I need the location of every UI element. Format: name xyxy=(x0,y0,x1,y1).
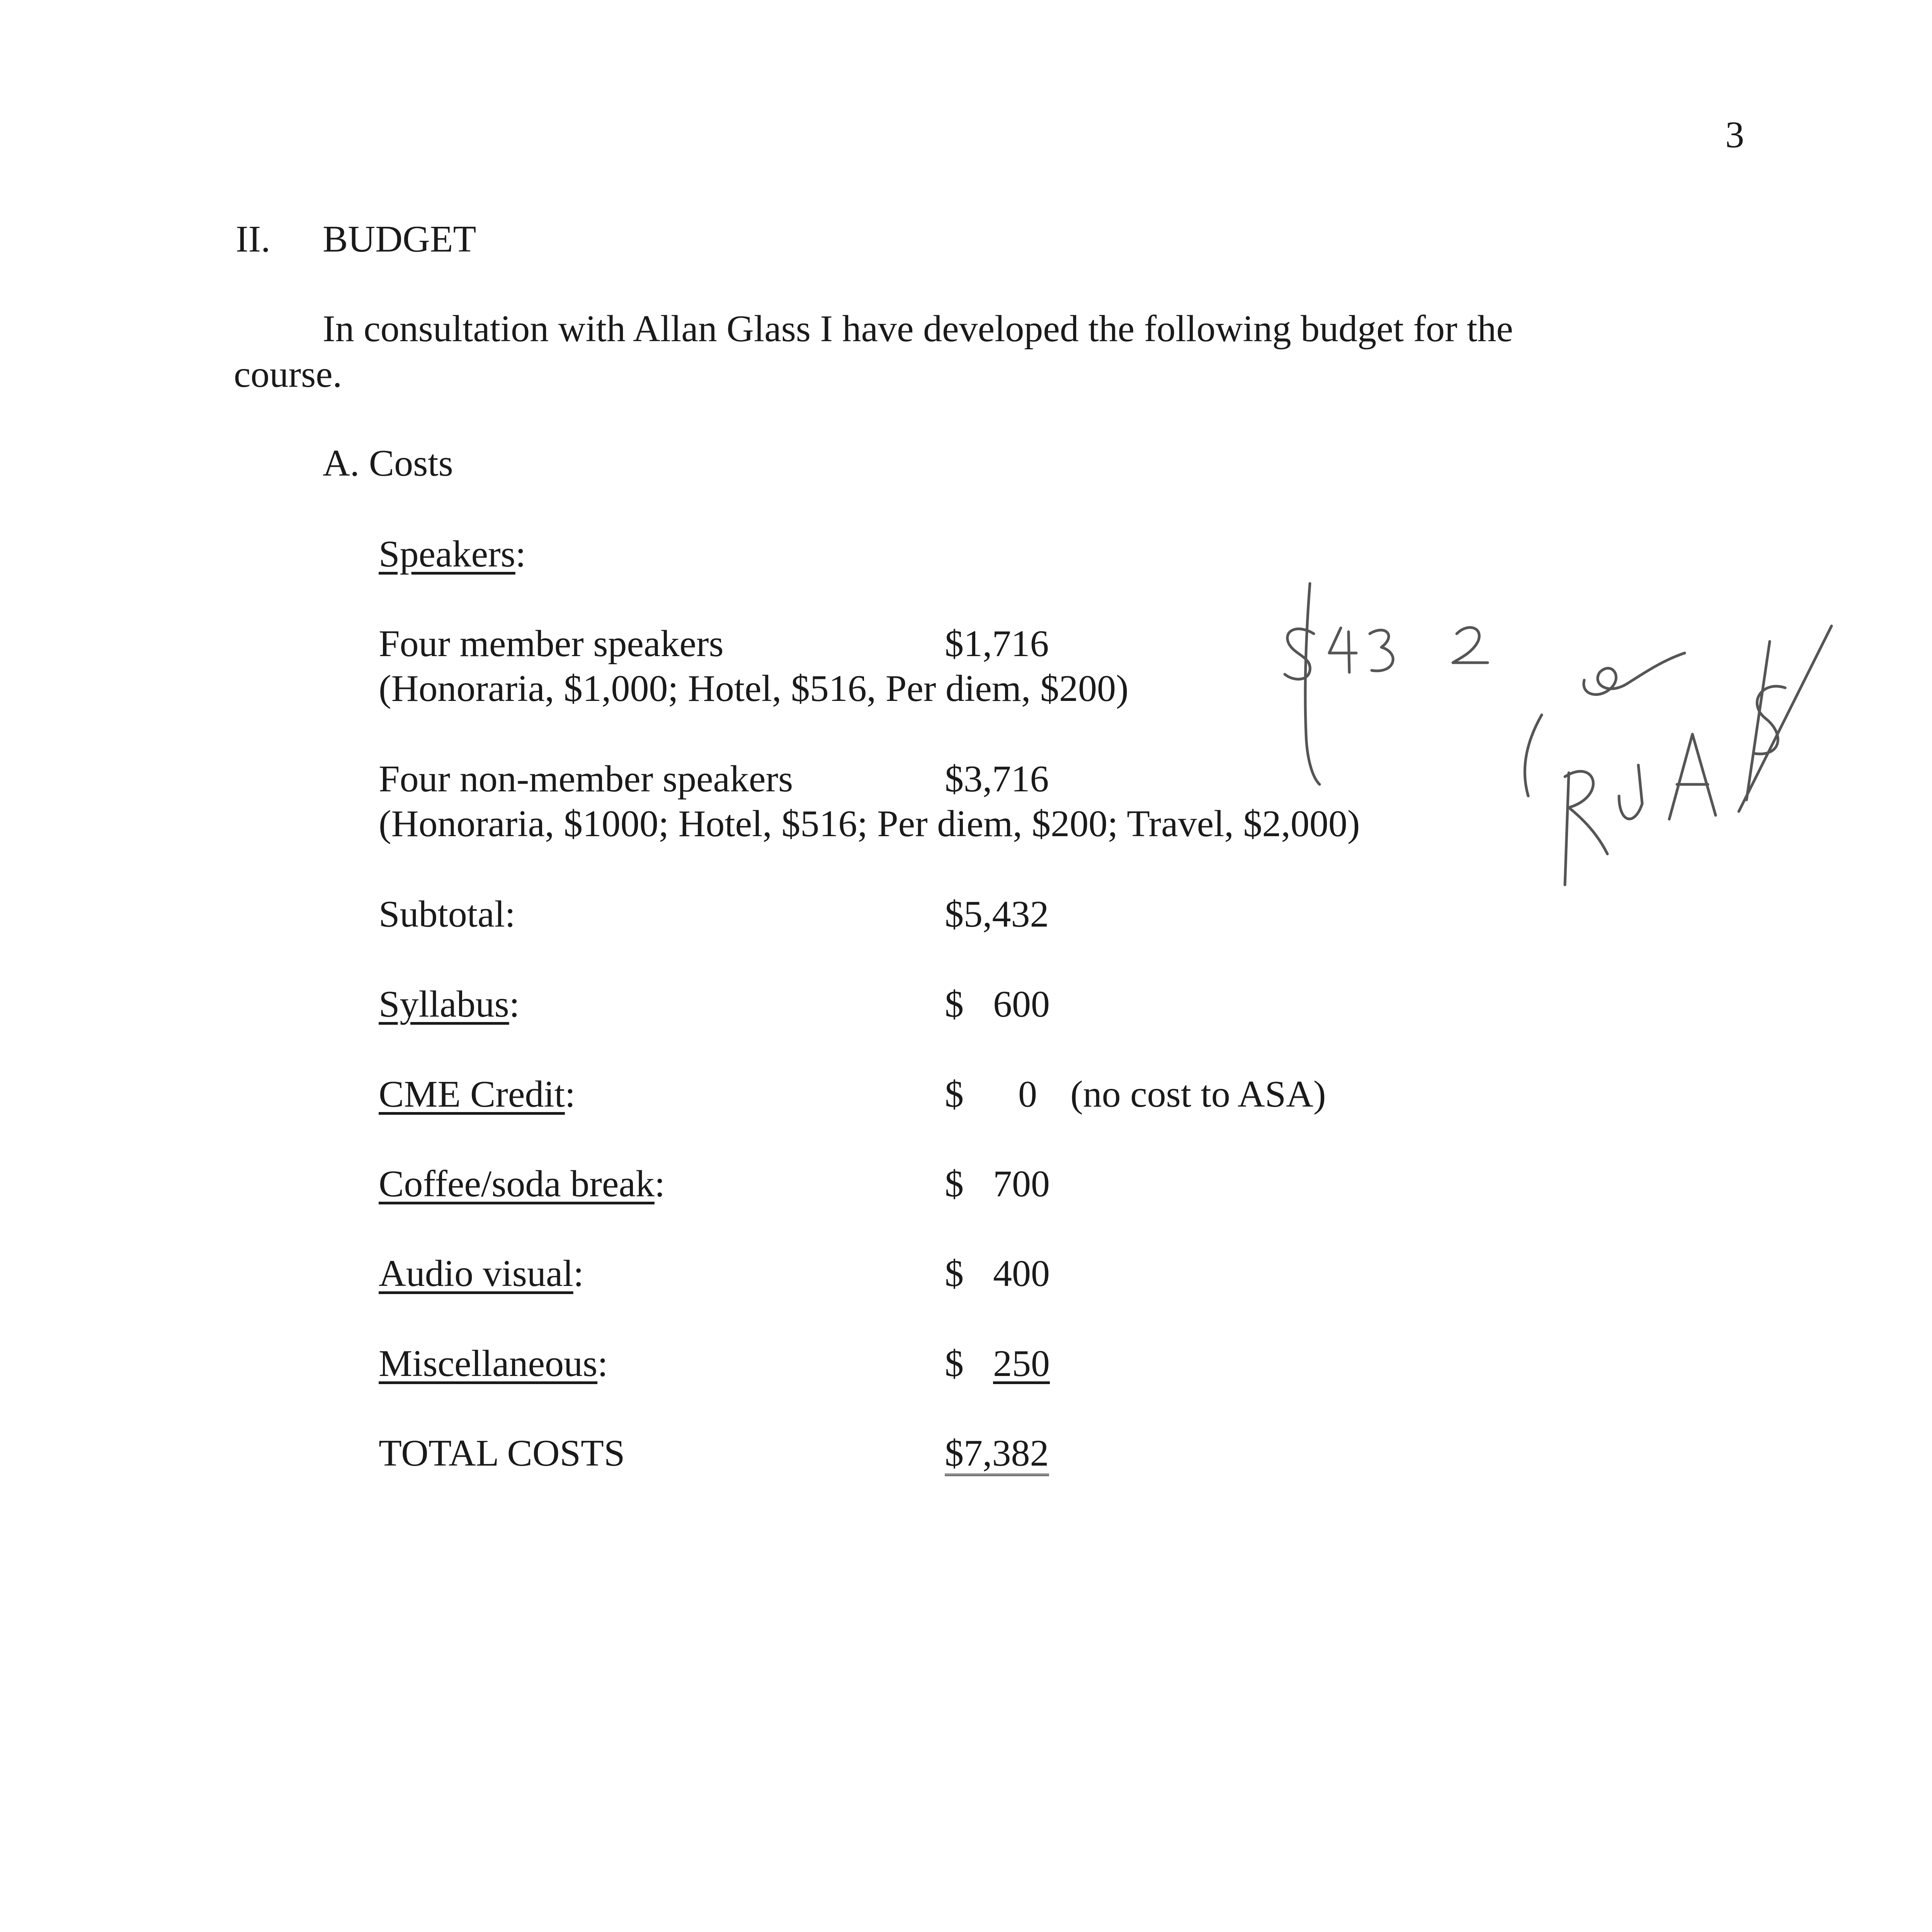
handwritten-margin-note xyxy=(1525,626,1832,885)
handwritten-digit-4 xyxy=(1329,628,1356,672)
label-colon: : xyxy=(565,1073,576,1115)
miscellaneous-dollar: $ xyxy=(945,1343,964,1384)
handwritten-figure-432 xyxy=(1285,583,1488,784)
handwritten-bracket-stroke xyxy=(1305,583,1320,784)
nonmember-speakers-detail: (Honoraria, $1000; Hotel, $516; Per diem, $200; Travel, $2,000) xyxy=(379,803,1360,845)
audio-visual-label-text: Audio visual xyxy=(379,1253,573,1294)
miscellaneous-label-text: Miscellaneous xyxy=(379,1343,598,1384)
cme-credit-value: 0 xyxy=(1018,1073,1037,1115)
page-number: 3 xyxy=(1725,114,1744,156)
handwritten-stroke-a xyxy=(1525,715,1542,796)
speakers-heading-label: Speakers xyxy=(379,533,515,575)
cme-credit-dollar: $ xyxy=(945,1073,964,1115)
syllabus-value: 600 xyxy=(993,983,1050,1025)
audio-visual-value: 400 xyxy=(993,1253,1050,1294)
syllabus-label-text: Syllabus xyxy=(379,983,509,1025)
member-speakers-detail: (Honoraria, $1,000; Hotel, $516, Per diem, $200) xyxy=(379,668,1129,709)
handwritten-stroke-dollar xyxy=(1747,641,1785,800)
speakers-heading-colon: : xyxy=(515,533,526,575)
handwritten-digit-2 xyxy=(1453,628,1488,663)
intro-line-1: In consultation with Allan Glass I have developed the following budget for the xyxy=(323,308,1513,350)
audio-visual-dollar: $ xyxy=(945,1253,964,1294)
handwritten-stroke-u xyxy=(1619,765,1642,819)
cme-credit-label-text: CME Credit xyxy=(379,1073,565,1115)
section-numeral: II. xyxy=(236,218,270,260)
label-colon: : xyxy=(573,1253,584,1294)
member-speakers-label: Four member speakers xyxy=(379,623,724,665)
coffee-break-label-text: Coffee/soda break xyxy=(379,1163,655,1205)
coffee-break-dollar: $ xyxy=(945,1163,964,1205)
nonmember-speakers-amount: $3,716 xyxy=(945,758,1049,800)
handwritten-digit-3 xyxy=(1370,630,1393,671)
total-costs-label: TOTAL COSTS xyxy=(379,1432,625,1474)
handwritten-stroke-r xyxy=(1565,771,1607,885)
subtotal-label: Subtotal: xyxy=(379,893,515,935)
subtotal-amount: $5,432 xyxy=(945,893,1049,935)
label-colon: : xyxy=(509,983,520,1025)
label-colon: : xyxy=(654,1163,665,1205)
total-costs-amount: $7,382 xyxy=(945,1434,1049,1476)
handwritten-slash xyxy=(1739,626,1832,811)
subsection-heading: A. Costs xyxy=(323,442,453,484)
cme-credit-note: (no cost to ASA) xyxy=(1070,1073,1326,1115)
label-colon: : xyxy=(597,1343,608,1384)
intro-line-2: course. xyxy=(234,354,342,395)
coffee-break-value: 700 xyxy=(993,1163,1050,1205)
handwritten-stroke-a2 xyxy=(1669,734,1716,819)
member-speakers-amount: $1,716 xyxy=(945,623,1049,665)
syllabus-dollar: $ xyxy=(945,983,964,1025)
handwritten-dollar-s xyxy=(1285,629,1314,679)
handwritten-stroke-b xyxy=(1584,653,1685,694)
nonmember-speakers-label: Four non-member speakers xyxy=(379,758,793,800)
miscellaneous-value: 250 xyxy=(993,1343,1050,1384)
section-title: BUDGET xyxy=(323,218,476,260)
